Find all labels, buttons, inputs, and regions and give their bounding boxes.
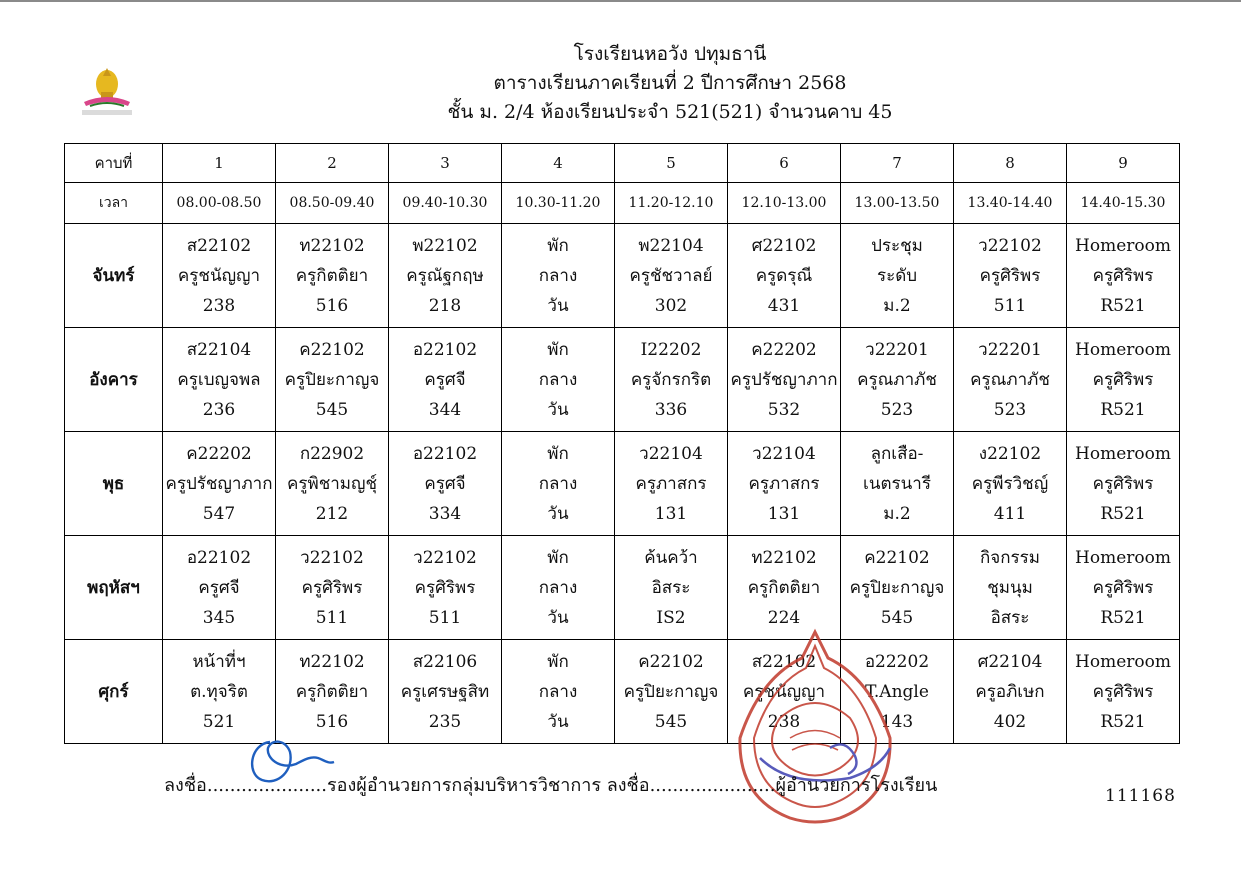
day-row <box>65 640 1180 744</box>
class-cell <box>728 224 841 328</box>
teacher-name: ครูศิริพร <box>414 577 476 598</box>
subject-code: ค้นคว้า <box>644 547 698 568</box>
room-number: 516 <box>315 295 349 316</box>
period-header-row <box>65 144 1180 183</box>
class-cell <box>276 640 389 744</box>
period-number: 8 <box>954 144 1067 183</box>
teacher-name: กลาง <box>538 369 578 390</box>
subject-code: Homeroom <box>1075 547 1171 568</box>
subject-code: ก22902 <box>299 443 365 464</box>
room-number: 236 <box>202 399 236 420</box>
class-cell <box>389 432 502 536</box>
class-cell <box>615 640 728 744</box>
subject-code: พัก <box>547 339 569 360</box>
room-number: 238 <box>767 711 801 732</box>
teacher-name: กลาง <box>538 265 578 286</box>
subject-code: ค22102 <box>299 339 365 360</box>
teacher-name: ครูเศรษฐสิท <box>400 681 490 702</box>
teacher-name: ครูปรัชญาภาก <box>165 473 273 494</box>
teacher-name: ครูศิริพร <box>1092 369 1154 390</box>
subject-code: พัก <box>547 651 569 672</box>
teacher-name: ชุมนุม <box>987 577 1033 598</box>
room-number: วัน <box>547 607 569 628</box>
teacher-name: กลาง <box>538 577 578 598</box>
period-time: 11.20-12.10 <box>615 183 728 224</box>
period-time: 14.40-15.30 <box>1067 183 1180 224</box>
teacher-name: ครูภาสกร <box>748 473 820 494</box>
room-number: 224 <box>767 607 801 628</box>
class-cell <box>954 328 1067 432</box>
teacher-name: กลาง <box>538 681 578 702</box>
subject-code: กิจกรรม <box>979 547 1040 568</box>
subject-code: ท22102 <box>299 651 365 672</box>
subject-code: ค22102 <box>638 651 704 672</box>
day-row <box>65 432 1180 536</box>
room-number: 218 <box>428 295 462 316</box>
class-cell <box>841 536 954 640</box>
room-number: 511 <box>315 607 349 628</box>
teacher-name: ครูชัชวาลย์ <box>629 265 713 286</box>
room-number: R521 <box>1100 711 1146 732</box>
teacher-name: ครูณัฐกฤษ <box>406 265 484 286</box>
class-cell <box>615 536 728 640</box>
subject-code: พัก <box>547 547 569 568</box>
subject-code: Homeroom <box>1075 339 1171 360</box>
room-number: 344 <box>428 399 462 420</box>
teacher-name: ครูปิยะกาญจ <box>623 681 719 702</box>
subject-code: ศ22102 <box>751 235 817 256</box>
room-number: ม.2 <box>883 295 911 316</box>
subject-code: ว22104 <box>752 443 816 464</box>
teacher-name: ครูดรุณี <box>755 265 813 286</box>
top-divider <box>0 0 1241 2</box>
class-cell <box>163 432 276 536</box>
subject-code: ส22102 <box>751 651 817 672</box>
term-title: ตารางเรียนภาคเรียนที่ 2 ปีการศึกษา 2568 <box>493 72 847 94</box>
signature-line: ลงชื่อ.....................รองผู้อำนวยการกลุ่มบริหารวิชาการ ลงชื่อ......................ผู้อำนวยการโรงเรียน <box>164 775 938 796</box>
room-number: 431 <box>767 295 801 316</box>
class-cell <box>954 224 1067 328</box>
document-code: 111168 <box>1105 786 1176 806</box>
teacher-name: ครูชนัญญา <box>177 265 261 286</box>
subject-code: อ22202 <box>864 651 930 672</box>
class-cell <box>728 536 841 640</box>
teacher-name: ระดับ <box>876 265 918 286</box>
subject-code: อ22102 <box>412 339 478 360</box>
room-number: 532 <box>767 399 801 420</box>
class-cell <box>502 328 615 432</box>
period-time: 13.40-14.40 <box>954 183 1067 224</box>
class-cell <box>728 432 841 536</box>
day-row <box>65 328 1180 432</box>
teacher-name: ครูภาสกร <box>635 473 707 494</box>
class-cell <box>615 328 728 432</box>
school-name: โรงเรียนหอวัง ปทุมธานี <box>573 43 767 65</box>
teacher-name: ครูพีรวิชญ์ <box>971 473 1049 494</box>
period-time: 13.00-13.50 <box>841 183 954 224</box>
room-number: 131 <box>654 503 688 524</box>
room-number: 131 <box>767 503 801 524</box>
room-number: 212 <box>315 503 349 524</box>
room-number: ม.2 <box>883 503 911 524</box>
subject-code: พัก <box>547 443 569 464</box>
subject-code: ท22102 <box>751 547 817 568</box>
day-name: จันทร์ <box>65 224 163 328</box>
period-time: 09.40-10.30 <box>389 183 502 224</box>
subject-code: พ22102 <box>412 235 478 256</box>
teacher-name: ครูณภาภัช <box>970 369 1050 390</box>
teacher-name: ต.ทุจริต <box>190 681 248 702</box>
subject-code: อ22102 <box>412 443 478 464</box>
teacher-name: ครูกิตติยา <box>295 681 369 702</box>
subject-code: ส22102 <box>186 235 252 256</box>
day-name: พุธ <box>65 432 163 536</box>
teacher-name: ครูศจี <box>424 369 466 390</box>
subject-code: หน้าที่ฯ <box>192 651 246 672</box>
class-cell <box>615 432 728 536</box>
teacher-name: ครูปิยะกาญจ <box>849 577 945 598</box>
subject-code: ส22104 <box>186 339 252 360</box>
subject-code: ว22104 <box>639 443 703 464</box>
document-header <box>200 40 1140 127</box>
room-number: วัน <box>547 503 569 524</box>
teacher-name: ครูศจี <box>198 577 240 598</box>
day-row <box>65 224 1180 328</box>
teacher-name: เนตรนารี <box>863 473 931 494</box>
room-number: R521 <box>1100 503 1146 524</box>
period-number: 3 <box>389 144 502 183</box>
school-crest-icon <box>76 62 138 118</box>
class-cell <box>1067 432 1180 536</box>
period-label: คาบที่ <box>65 144 163 183</box>
teacher-name: ครูศิริพร <box>1092 473 1154 494</box>
room-number: R521 <box>1100 399 1146 420</box>
class-cell <box>502 536 615 640</box>
teacher-name: ครูชนัญญา <box>742 681 826 702</box>
subject-code: พัก <box>547 235 569 256</box>
room-number: 523 <box>880 399 914 420</box>
teacher-name: ครูณภาภัช <box>857 369 937 390</box>
room-number: 302 <box>654 295 688 316</box>
teacher-name: ครูเบญจพล <box>177 369 261 390</box>
subject-code: พ22104 <box>638 235 704 256</box>
room-number: 345 <box>202 607 236 628</box>
room-number: 334 <box>428 503 462 524</box>
class-cell <box>389 536 502 640</box>
class-cell <box>841 328 954 432</box>
day-name: ศุกร์ <box>65 640 163 744</box>
subject-code: ท22102 <box>299 235 365 256</box>
day-name: พฤหัสฯ <box>65 536 163 640</box>
class-cell <box>502 432 615 536</box>
subject-code: ลูกเสือ- <box>870 443 924 464</box>
class-info: ชั้น ม. 2/4 ห้องเรียนประจำ 521(521) จำนวนคาบ 45 <box>447 101 893 123</box>
room-number: 521 <box>202 711 236 732</box>
room-number: IS2 <box>656 607 686 628</box>
subject-code: ศ22104 <box>977 651 1043 672</box>
period-number: 4 <box>502 144 615 183</box>
room-number: 402 <box>993 711 1027 732</box>
class-cell <box>276 224 389 328</box>
subject-code: ส22106 <box>412 651 478 672</box>
class-cell <box>389 224 502 328</box>
teacher-name: ครูอภิเษก <box>975 681 1045 702</box>
teacher-name: ครูศจี <box>424 473 466 494</box>
period-time: 10.30-11.20 <box>502 183 615 224</box>
teacher-name: ครูศิริพร <box>1092 265 1154 286</box>
subject-code: ว22102 <box>978 235 1042 256</box>
teacher-name: ครูศิริพร <box>1092 577 1154 598</box>
period-time: 12.10-13.00 <box>728 183 841 224</box>
teacher-name: ครูจักรกริต <box>630 369 712 390</box>
teacher-name: ครูศิริพร <box>301 577 363 598</box>
day-name: อังคาร <box>65 328 163 432</box>
class-cell <box>841 224 954 328</box>
class-cell <box>1067 224 1180 328</box>
class-cell <box>841 432 954 536</box>
teacher-name: ครูศิริพร <box>1092 681 1154 702</box>
class-cell <box>276 536 389 640</box>
subject-code: ว22102 <box>300 547 364 568</box>
class-cell <box>954 536 1067 640</box>
class-cell <box>1067 536 1180 640</box>
room-number: 523 <box>993 399 1027 420</box>
class-cell <box>163 536 276 640</box>
period-number: 6 <box>728 144 841 183</box>
subject-code: Homeroom <box>1075 235 1171 256</box>
teacher-name: อิสระ <box>651 577 691 598</box>
teacher-name: ครูกิตติยา <box>295 265 369 286</box>
teacher-name: ครูปรัชญาภาก <box>730 369 838 390</box>
room-number: 545 <box>880 607 914 628</box>
class-cell <box>276 328 389 432</box>
class-cell <box>954 640 1067 744</box>
room-number: วัน <box>547 399 569 420</box>
teacher-name: ครูปิยะกาญจ <box>284 369 380 390</box>
period-number: 9 <box>1067 144 1180 183</box>
room-number: 545 <box>654 711 688 732</box>
subject-code: ค22102 <box>864 547 930 568</box>
teacher-name: ครูกิตติยา <box>747 577 821 598</box>
room-number: 516 <box>315 711 349 732</box>
time-row <box>65 183 1180 224</box>
room-number: R521 <box>1100 295 1146 316</box>
subject-code: ประชุม <box>871 235 923 256</box>
room-number: 235 <box>428 711 462 732</box>
subject-code: อ22102 <box>186 547 252 568</box>
subject-code: Homeroom <box>1075 651 1171 672</box>
room-number: R521 <box>1100 607 1146 628</box>
period-time: 08.50-09.40 <box>276 183 389 224</box>
class-cell <box>615 224 728 328</box>
room-number: 511 <box>428 607 462 628</box>
subject-code: ว22201 <box>978 339 1042 360</box>
class-cell <box>163 640 276 744</box>
room-number: 511 <box>993 295 1027 316</box>
class-cell <box>276 432 389 536</box>
class-cell <box>954 432 1067 536</box>
subject-code: ค22202 <box>751 339 817 360</box>
class-cell <box>389 328 502 432</box>
class-cell <box>502 224 615 328</box>
subject-code: Homeroom <box>1075 443 1171 464</box>
room-number: 238 <box>202 295 236 316</box>
teacher-name: ครูพิชามญชุ์ <box>286 473 378 494</box>
period-time: 08.00-08.50 <box>163 183 276 224</box>
day-row <box>65 536 1180 640</box>
room-number: 143 <box>880 711 914 732</box>
subject-code: ง22102 <box>978 443 1042 464</box>
class-cell <box>502 640 615 744</box>
class-cell <box>389 640 502 744</box>
subject-code: ค22202 <box>186 443 252 464</box>
subject-code: ว22201 <box>865 339 929 360</box>
class-cell <box>1067 328 1180 432</box>
room-number: 336 <box>654 399 688 420</box>
class-cell <box>728 328 841 432</box>
room-number: วัน <box>547 295 569 316</box>
room-number: วัน <box>547 711 569 732</box>
teacher-name: กลาง <box>538 473 578 494</box>
timetable <box>64 143 1180 744</box>
period-number: 5 <box>615 144 728 183</box>
period-number: 1 <box>163 144 276 183</box>
subject-code: I22202 <box>640 339 702 360</box>
subject-code: ว22102 <box>413 547 477 568</box>
period-number: 7 <box>841 144 954 183</box>
period-number: 2 <box>276 144 389 183</box>
teacher-name: ครูศิริพร <box>979 265 1041 286</box>
class-cell <box>1067 640 1180 744</box>
teacher-name: T.Angle <box>865 681 929 702</box>
room-number: 547 <box>202 503 236 524</box>
room-number: 411 <box>993 503 1027 524</box>
time-label: เวลา <box>65 183 163 224</box>
room-number: 545 <box>315 399 349 420</box>
class-cell <box>163 224 276 328</box>
room-number: อิสระ <box>990 607 1030 628</box>
class-cell <box>163 328 276 432</box>
